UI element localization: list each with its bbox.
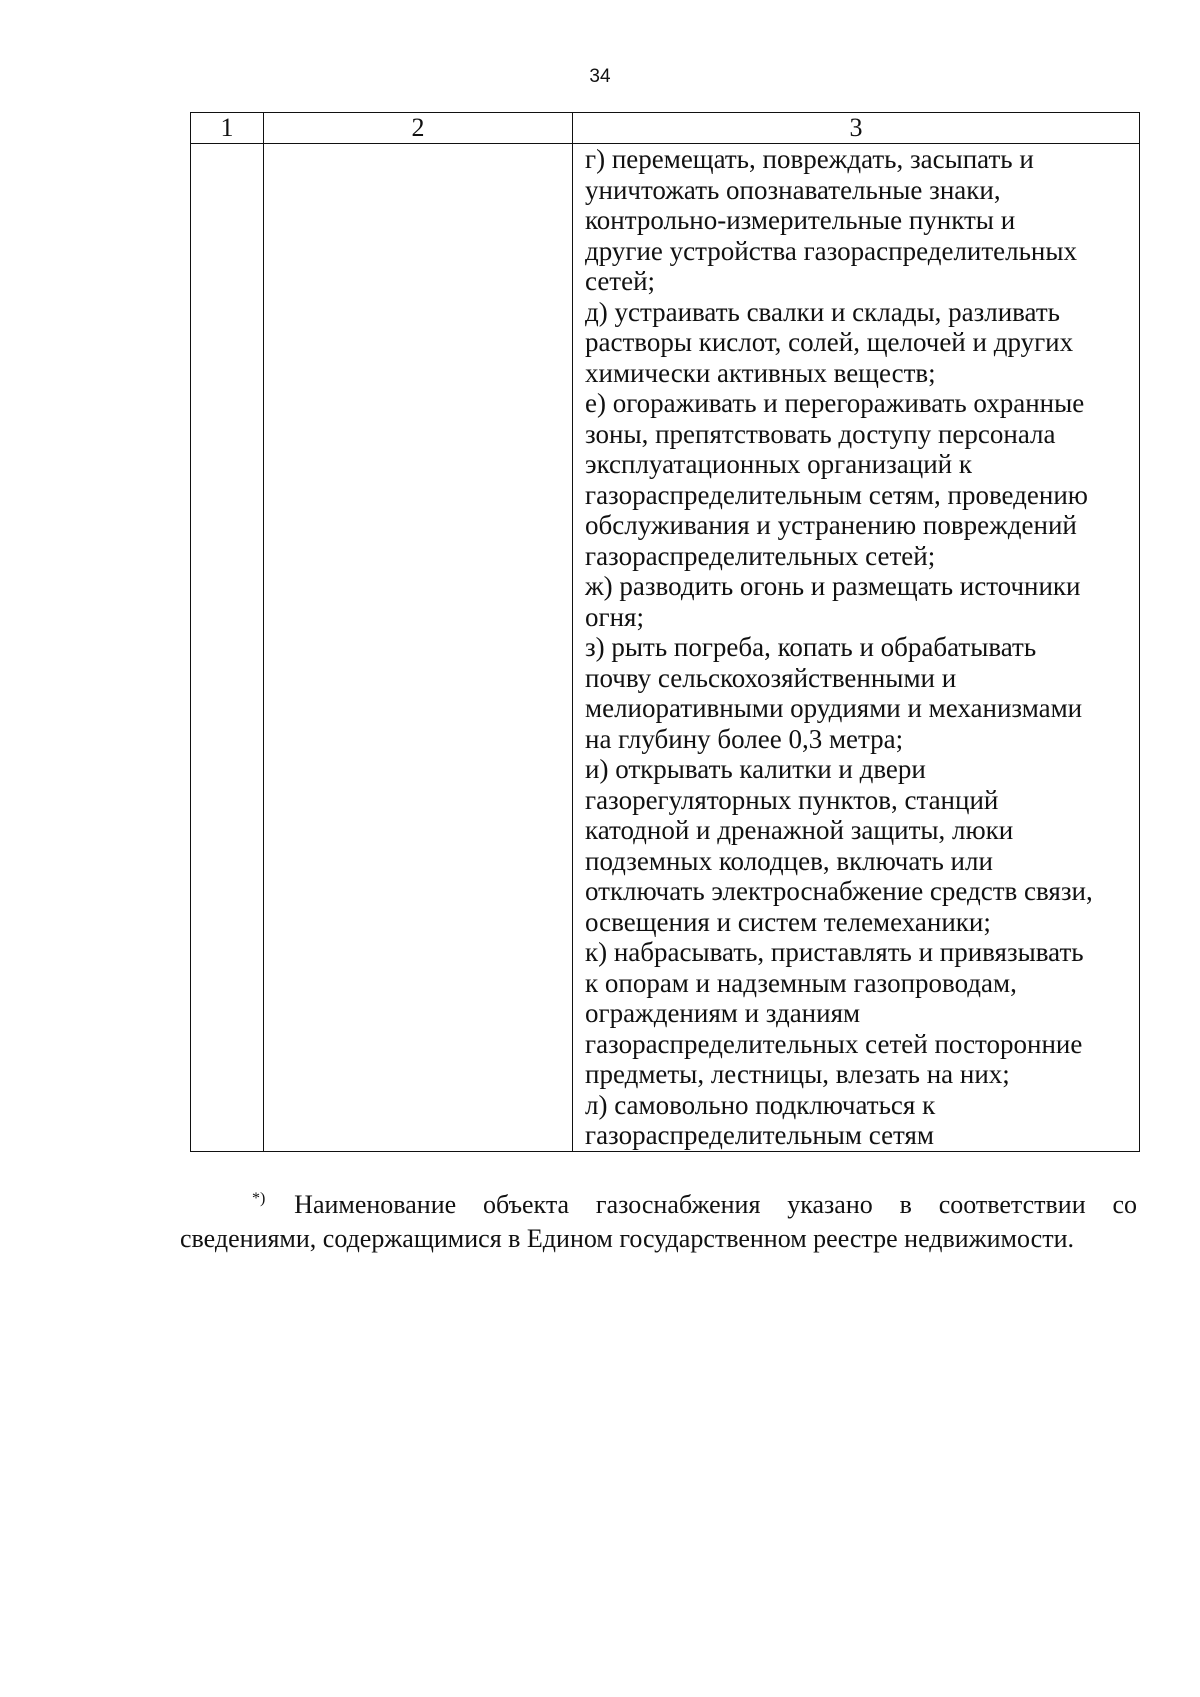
table-cell-line: контрольно-измерительные пункты и xyxy=(585,205,1016,235)
table-cell-line: огня; xyxy=(585,601,644,632)
table-cell-line: освещения и систем телемеханики; xyxy=(585,906,991,937)
column-3-cell xyxy=(573,144,1140,1152)
table-cell-line: ограждениям и зданиям xyxy=(585,998,861,1028)
table-cell-line: катодной и дренажной защиты, люки xyxy=(585,815,1014,845)
table-cell-line: д) устраивать свалки и склады, разливать xyxy=(585,296,1060,327)
table-cell-line: газораспределительных сетей; xyxy=(585,540,936,571)
prohibitions-list xyxy=(585,144,1135,1151)
table-cell-line: г) перемещать, повреждать, засыпать и xyxy=(585,144,1034,174)
table-cell-line: отключать электроснабжение средств связи, xyxy=(585,876,1093,906)
table-cell-line: ж) разводить огонь и размещать источники xyxy=(585,571,1081,601)
footnote xyxy=(180,1182,1137,1256)
footnote-marker: *) xyxy=(252,1190,266,1207)
table-cell-line: другие устройства газораспределительных xyxy=(585,235,1078,266)
table-cell-line: газорегуляторных пунктов, станций xyxy=(585,784,999,815)
table-content-row xyxy=(191,144,1140,1152)
table-cell-line: химически активных веществ; xyxy=(585,357,936,388)
footnote-paragraph xyxy=(180,1182,1137,1256)
table-cell-line: уничтожать опознавательные знаки, xyxy=(585,174,1001,205)
column-1-header: 1 xyxy=(191,113,264,144)
table-cell-line: на глубину более 0,3 метра; xyxy=(585,723,904,754)
footnote-text: Наименование объекта газоснабжения указано в соответствии со сведениями, содержащимися в Едином государственном реестре недвижимости. xyxy=(180,1190,1137,1253)
table-cell-line: мелиоративными орудиями и механизмами xyxy=(585,693,1083,723)
table-cell-line: е) огораживать и перегораживать охранные xyxy=(585,388,1085,418)
column-1-cell xyxy=(191,144,264,1152)
table-cell-line: подземных колодцев, включать или xyxy=(585,845,993,876)
table-cell-line: обслуживания и устранению повреждений xyxy=(585,510,1077,540)
page-number: 34 xyxy=(589,66,611,87)
table-cell-line: почву сельскохозяйственными и xyxy=(585,662,957,693)
regulation-table xyxy=(190,112,1140,1152)
column-3-header: 3 xyxy=(573,113,1140,144)
table-cell-line: газораспределительным сетям xyxy=(585,1120,934,1150)
table-cell-line: к опорам и надземным газопроводам, xyxy=(585,967,1017,998)
column-2-header: 2 xyxy=(264,113,573,144)
table-cell-line: эксплуатационных организаций к xyxy=(585,449,972,479)
table-cell-line: газораспределительных сетей посторонние xyxy=(585,1028,1083,1059)
table-header-row xyxy=(191,113,1140,144)
table-cell-line: к) набрасывать, приставлять и привязывать xyxy=(585,937,1084,967)
table-cell-line: л) самовольно подключаться к xyxy=(585,1089,936,1120)
table-cell-line: з) рыть погреба, копать и обрабатывать xyxy=(585,632,1037,662)
table-cell-line: газораспределительным сетям, проведению xyxy=(585,479,1088,510)
table-cell-line: зоны, препятствовать доступу персонала xyxy=(585,418,1056,449)
table-cell-line: предметы, лестницы, влезать на них; xyxy=(585,1059,1010,1089)
column-2-cell xyxy=(264,144,573,1152)
table-cell-line: растворы кислот, солей, щелочей и других xyxy=(585,327,1074,357)
table-cell-line: сетей; xyxy=(585,266,656,296)
table-cell-line: и) открывать калитки и двери xyxy=(585,754,926,784)
